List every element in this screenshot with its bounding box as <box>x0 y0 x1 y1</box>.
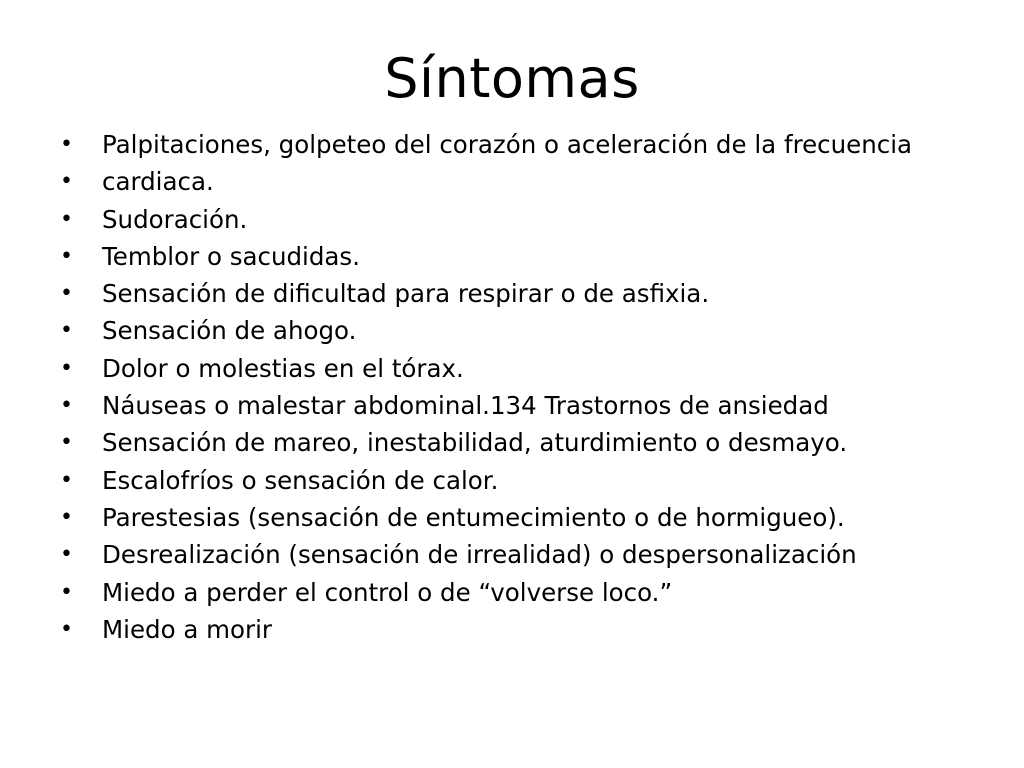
bullet-icon: • <box>60 169 73 195</box>
list-item-text: Palpitaciones, golpeteo del corazón o aceleración de la frecuencia <box>102 130 913 159</box>
bullet-icon: • <box>60 243 73 269</box>
bullet-icon: • <box>60 132 73 157</box>
list-item <box>60 574 980 611</box>
list-item-text: Escalofríos o sensación de calor. <box>102 465 499 495</box>
bullet-icon: • <box>60 616 73 642</box>
list-item <box>60 163 980 200</box>
bullet-icon: • <box>60 281 73 307</box>
bullet-icon: • <box>60 504 73 530</box>
list-item <box>60 350 980 387</box>
bullet-icon: • <box>60 318 73 344</box>
list-item-text: Dolor o molestias en el tórax. <box>102 353 464 383</box>
list-item <box>60 238 980 275</box>
list-item <box>60 201 980 238</box>
bullet-icon: • <box>60 467 73 493</box>
list-item <box>60 611 980 648</box>
symptom-list <box>60 126 980 648</box>
bullet-icon: • <box>60 430 73 456</box>
list-item-text: Miedo a morir <box>102 614 272 644</box>
bullet-icon: • <box>60 393 73 419</box>
list-item <box>60 387 980 424</box>
list-item <box>60 536 980 573</box>
list-item-text: Parestesias (sensación de entumecimiento o de hormigueo). <box>102 502 845 532</box>
list-item-text: Desrealización (sensación de irrealidad) o despersonalización <box>102 540 857 570</box>
list-item-text: Sensación de mareo, inestabilidad, aturdimiento o desmayo. <box>102 428 848 458</box>
list-item-text: Temblor o sacudidas. <box>102 241 360 271</box>
bullet-icon: • <box>60 579 73 605</box>
list-item <box>60 462 980 499</box>
list-item-text: cardiaca. <box>102 167 214 197</box>
list-item <box>60 499 980 536</box>
list-item-text: Sensación de ahogo. <box>102 316 357 346</box>
slide-title: Síntomas <box>384 47 640 110</box>
list-item <box>60 312 980 349</box>
list-item-text: Náuseas o malestar abdominal.134 Trastornos de ansiedad <box>102 391 829 421</box>
list-item-text: Miedo a perder el control o de “volverse loco.” <box>102 577 673 607</box>
list-item-text: Sensación de dificultad para respirar o de asfixia. <box>102 279 710 309</box>
bullet-icon: • <box>60 206 73 232</box>
bullet-icon: • <box>60 355 73 381</box>
bullet-icon: • <box>60 542 73 568</box>
list-item <box>60 126 980 163</box>
list-item <box>60 275 980 312</box>
list-item <box>60 424 980 461</box>
list-item-text: Sudoración. <box>102 204 248 234</box>
